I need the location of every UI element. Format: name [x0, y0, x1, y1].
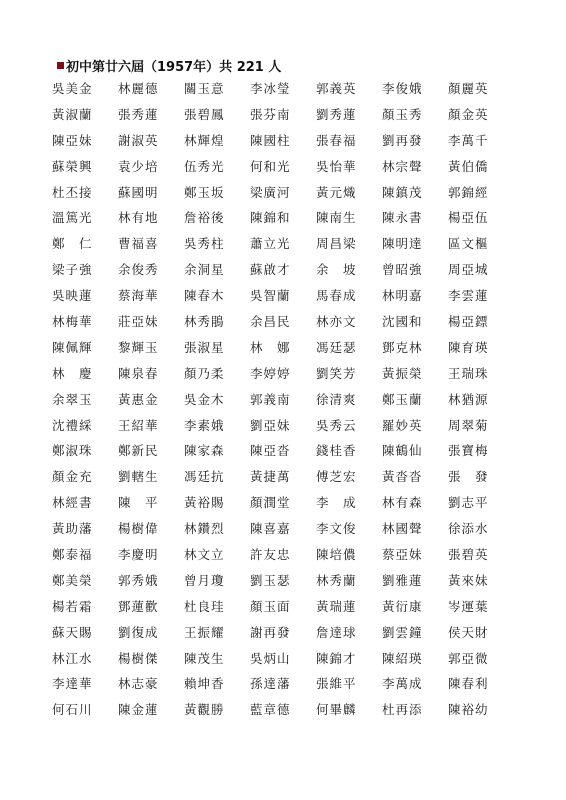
student-name: 陳金蓮 [118, 702, 159, 718]
student-name: 黃伯僑 [448, 158, 489, 174]
student-name: 楊亞伍 [448, 210, 489, 226]
student-name: 謝淑英 [118, 132, 159, 148]
student-name: 林明嘉 [382, 288, 423, 304]
student-name: 孫達藩 [250, 676, 291, 692]
student-name: 張 發 [448, 469, 489, 485]
student-name: 林 慶 [52, 365, 93, 381]
student-name: 陳鶴仙 [382, 443, 423, 459]
student-name: 劉笑芳 [316, 365, 357, 381]
student-name: 陳國柱 [250, 132, 291, 148]
student-name: 林猶源 [448, 391, 489, 407]
student-name: 林 娜 [250, 339, 291, 355]
student-name: 吳炳山 [250, 650, 291, 666]
student-name: 關玉意 [184, 81, 225, 96]
student-name: 蘇天賜 [52, 624, 93, 640]
student-name: 王振耀 [184, 624, 225, 640]
student-name: 劉復成 [118, 624, 159, 640]
name-grid [52, 79, 514, 726]
student-name: 沈國和 [382, 314, 423, 330]
student-name: 陳錦和 [250, 210, 291, 226]
student-name: 郭錦經 [448, 184, 489, 200]
student-name: 林梅華 [52, 314, 93, 330]
student-name: 林國聲 [382, 521, 423, 537]
student-name: 吳美金 [52, 81, 93, 96]
student-name: 詹達球 [316, 624, 357, 640]
student-name: 李 成 [316, 495, 357, 511]
student-name: 余洞星 [184, 262, 225, 278]
student-name: 陳 平 [118, 495, 159, 511]
student-name: 何畢麟 [316, 702, 357, 718]
heading-text: 初中第廿六屆（1957年）共 221 人 [66, 59, 282, 75]
student-name: 林輝煌 [184, 132, 225, 148]
student-name: 吳秀云 [316, 417, 357, 433]
student-name: 劉雲鐘 [382, 624, 423, 640]
document-heading [57, 56, 281, 74]
student-name: 陳喜嘉 [250, 521, 291, 537]
student-name: 劉玉瑟 [250, 572, 291, 588]
student-name: 陳亞妹 [52, 132, 93, 148]
student-name: 黃淑蘭 [52, 106, 93, 122]
student-name: 陳永書 [382, 210, 423, 226]
student-name: 張秀蓮 [118, 106, 159, 122]
student-name: 李文俊 [316, 521, 357, 537]
student-name: 陳育瑛 [448, 339, 489, 355]
student-name: 周翠菊 [448, 417, 489, 433]
student-name: 郭亞微 [448, 650, 489, 666]
student-name: 鄭玉蘭 [382, 391, 423, 407]
student-name: 陳佩輝 [52, 339, 93, 355]
student-name: 蘇榮興 [52, 158, 93, 174]
student-name: 陳茂生 [184, 650, 225, 666]
student-name: 鄭 仁 [52, 236, 93, 252]
student-name: 莊亞妹 [118, 314, 159, 330]
student-name: 陳南生 [316, 210, 357, 226]
student-name: 劉轄生 [118, 469, 159, 485]
student-name: 何和光 [250, 158, 291, 174]
student-name: 吳金木 [184, 391, 225, 407]
student-name: 傅芝宏 [316, 469, 357, 485]
student-name: 李達華 [52, 676, 93, 692]
student-name: 沈禮綵 [52, 417, 93, 433]
student-name: 黃來妹 [448, 572, 489, 588]
student-name: 陳春利 [448, 676, 489, 692]
student-name: 蔡亞妹 [382, 547, 423, 563]
student-name: 楊樹偉 [118, 521, 159, 537]
student-name: 賴坤香 [184, 676, 225, 692]
student-name: 梁子強 [52, 262, 93, 278]
student-name: 蔡海華 [118, 288, 159, 304]
student-name: 詹裕後 [184, 210, 225, 226]
student-name: 李素娥 [184, 417, 225, 433]
student-name: 顏玉秀 [382, 106, 423, 122]
student-name: 楊亞鏢 [448, 314, 489, 330]
student-name: 顏金充 [52, 469, 93, 485]
student-name: 陳家森 [184, 443, 225, 459]
student-name: 楊樹傑 [118, 650, 159, 666]
student-name: 鄭淑珠 [52, 443, 93, 459]
square-bullet-icon [57, 62, 64, 69]
student-name: 顏乃柔 [184, 365, 225, 381]
student-name: 周昌梁 [316, 236, 357, 252]
student-name: 余翠玉 [52, 391, 93, 407]
student-name: 陳明達 [382, 236, 423, 252]
student-name: 陳泉春 [118, 365, 159, 381]
student-name: 蘇啟才 [250, 262, 291, 278]
student-name: 黃振榮 [382, 365, 423, 381]
student-name: 李冰瑩 [250, 81, 291, 96]
student-name: 張春福 [316, 132, 357, 148]
student-name: 王紹華 [118, 417, 159, 433]
student-name: 吳怡華 [316, 158, 357, 174]
student-name: 陳培儂 [316, 547, 357, 563]
student-name: 張碧鳳 [184, 106, 225, 122]
student-name: 林有地 [118, 210, 159, 226]
student-name: 林秀蘭 [316, 572, 357, 588]
student-name: 侯天財 [448, 624, 489, 640]
student-name: 鄭玉坂 [184, 184, 225, 200]
student-name: 林亦文 [316, 314, 357, 330]
student-name: 劉再發 [382, 132, 423, 148]
student-name: 溫篤光 [52, 210, 93, 226]
student-name: 謝再發 [250, 624, 291, 640]
student-name: 楊若霜 [52, 598, 93, 614]
student-name: 張芬南 [250, 106, 291, 122]
student-name: 吳映蓮 [52, 288, 93, 304]
student-name: 杜良珪 [184, 598, 225, 614]
student-name: 李婷婷 [250, 365, 291, 381]
student-name: 黃沓沓 [382, 469, 423, 485]
student-name: 李萬成 [382, 676, 423, 692]
student-name: 蕭立光 [250, 236, 291, 252]
student-name: 許友忠 [250, 547, 291, 563]
student-name: 杜丕接 [52, 184, 93, 200]
student-name: 林經書 [52, 495, 93, 511]
student-name: 區文樞 [448, 236, 489, 252]
student-name: 顏玉面 [250, 598, 291, 614]
student-name: 黃元熾 [316, 184, 357, 200]
student-name: 鄭美榮 [52, 572, 93, 588]
student-name: 李慶明 [118, 547, 159, 563]
student-name: 藍章德 [250, 702, 291, 718]
student-name: 陳錦才 [316, 650, 357, 666]
student-name: 林鑽烈 [184, 521, 225, 537]
student-name: 馮廷抗 [184, 469, 225, 485]
student-name: 郭義南 [250, 391, 291, 407]
student-name: 陳鎮茂 [382, 184, 423, 200]
student-name: 劉雅蓮 [382, 572, 423, 588]
student-name: 林麗德 [118, 81, 159, 96]
student-name: 余俊秀 [118, 262, 159, 278]
student-name: 徐添水 [448, 521, 489, 537]
student-name: 岑運葉 [448, 598, 489, 614]
student-name: 吳智蘭 [250, 288, 291, 304]
student-name: 李雲蓮 [448, 288, 489, 304]
student-name: 黃觀勝 [184, 702, 225, 718]
student-name: 林江水 [52, 650, 93, 666]
student-name: 周亞城 [448, 262, 489, 278]
student-name: 黃裕賜 [184, 495, 225, 511]
student-name: 陳春木 [184, 288, 225, 304]
student-name: 劉亞妹 [250, 417, 291, 433]
student-name: 郭義英 [316, 81, 357, 96]
student-name: 黎輝玉 [118, 339, 159, 355]
student-name: 林有森 [382, 495, 423, 511]
student-name: 徐清爽 [316, 391, 357, 407]
student-name: 曹福喜 [118, 236, 159, 252]
student-name: 郭秀娥 [118, 572, 159, 588]
student-name: 王瑞珠 [448, 365, 489, 381]
student-name: 鄭泰福 [52, 547, 93, 563]
student-name: 林秀鵑 [184, 314, 225, 330]
student-name: 黃助藩 [52, 521, 93, 537]
student-name: 蘇國明 [118, 184, 159, 200]
student-name: 林志豪 [118, 676, 159, 692]
student-name: 吳秀柱 [184, 236, 225, 252]
student-name: 陳紹瑛 [382, 650, 423, 666]
student-name: 馮廷瑟 [316, 339, 357, 355]
student-name: 顏金英 [448, 106, 489, 122]
student-name: 張碧英 [448, 547, 489, 563]
student-name: 顏潤堂 [250, 495, 291, 511]
student-name: 羅妙英 [382, 417, 423, 433]
student-name: 伍秀光 [184, 158, 225, 174]
student-name: 李萬千 [448, 132, 489, 148]
student-name: 杜再添 [382, 702, 423, 718]
student-name: 何石川 [52, 702, 93, 718]
student-name: 張寶梅 [448, 443, 489, 459]
student-name: 張維平 [316, 676, 357, 692]
student-name: 劉秀蓮 [316, 106, 357, 122]
student-name: 黃捷萬 [250, 469, 291, 485]
student-name: 余 坡 [316, 262, 357, 278]
student-name: 黃惠金 [118, 391, 159, 407]
student-name: 李俊娥 [382, 81, 423, 96]
student-name: 顏麗英 [448, 81, 489, 96]
student-name: 曾昭強 [382, 262, 423, 278]
student-name: 林文立 [184, 547, 225, 563]
student-name: 曾月瓊 [184, 572, 225, 588]
student-name: 林宗聲 [382, 158, 423, 174]
student-name: 黃衍康 [382, 598, 423, 614]
student-name: 劉志平 [448, 495, 489, 511]
student-name: 鄧克林 [382, 339, 423, 355]
student-name: 黃瑞蓮 [316, 598, 357, 614]
student-name: 鄧蓮歡 [118, 598, 159, 614]
student-name: 鄭新民 [118, 443, 159, 459]
student-name: 陳裕幼 [448, 702, 489, 718]
student-name: 梁廣河 [250, 184, 291, 200]
student-name: 陳亞沓 [250, 443, 291, 459]
student-name: 錢桂香 [316, 443, 357, 459]
student-name: 張淑星 [184, 339, 225, 355]
student-name: 馬春成 [316, 288, 357, 304]
student-name: 余昌民 [250, 314, 291, 330]
student-name: 袁少培 [118, 158, 159, 174]
